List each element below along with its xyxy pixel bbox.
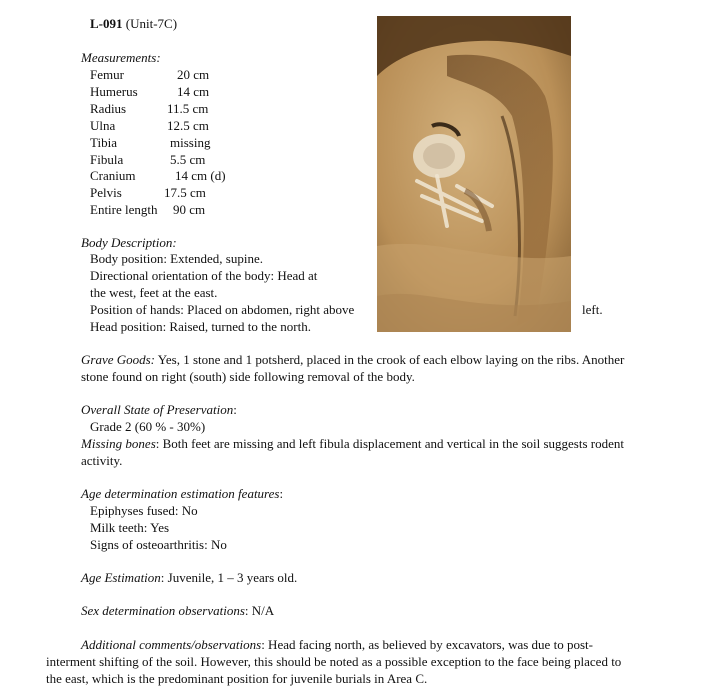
sex-label: Sex determination observations (81, 603, 245, 618)
measurement-label: Pelvis (90, 185, 122, 201)
measurement-value: 14 cm (177, 83, 210, 99)
head-position: Head position: Raised, turned to the north. (90, 319, 311, 334)
age-estimation (81, 570, 297, 587)
preservation-colon: : (233, 402, 237, 417)
hands-position: Position of hands: Placed on abdomen, right above (90, 302, 355, 317)
body-orientation-line2: the west, feet at the east. (90, 285, 218, 300)
comments-label: Additional comments/observations (81, 637, 262, 652)
measurement-value: missing (170, 134, 211, 150)
grave-goods-label: Grave Goods: (81, 352, 156, 367)
measurement-value: 12.5 cm (167, 117, 209, 133)
measurement-value: 20 cm (177, 67, 210, 82)
grave-goods-text: Yes, 1 stone and 1 potsherd, placed in the crook of each elbow laying on the ribs. Another stone found on right (south) side following removal of the body. (81, 352, 625, 384)
preservation-title: Overall State of Preservation (81, 402, 234, 417)
measurement-value: 14 cm (d) (175, 168, 226, 184)
body-description-heading: Body Description: (81, 235, 177, 250)
body-orientation-line1: Directional orientation of the body: Head at (90, 268, 318, 283)
hands-position-continuation: left. (582, 302, 603, 317)
age-features-title: Age determination estimation features (81, 486, 280, 501)
burial-id: L-091 (90, 16, 123, 31)
measurement-label: Radius (90, 100, 127, 116)
age-features-heading (81, 486, 283, 503)
missing-bones-text: : Both feet are missing and left fibula displacement and vertical in the soil suggests rodent activity. (81, 436, 624, 468)
missing-bones-label: Missing bones (81, 436, 156, 451)
preservation-grade: Grade 2 (60 % - 30%) (90, 419, 206, 434)
measurement-value: 11.5 cm (167, 100, 209, 116)
milk-teeth: Milk teeth: Yes (90, 520, 170, 535)
preservation-heading (81, 402, 237, 419)
grave-goods (81, 352, 631, 386)
measurement-label: Humerus (90, 83, 138, 99)
osteoarthritis: Signs of osteoarthritis: No (90, 537, 227, 552)
additional-comments (46, 637, 626, 687)
record-title (90, 16, 177, 33)
age-estimation-label: Age Estimation (81, 570, 161, 585)
measurement-value: 17.5 cm (164, 185, 206, 201)
measurement-label: Entire length (90, 202, 158, 218)
measurement-label: Femur (90, 67, 124, 82)
body-position: Body position: Extended, supine. (90, 251, 263, 266)
sex-determination (81, 603, 274, 620)
measurement-label: Tibia (90, 134, 117, 150)
age-features-colon: : (279, 486, 284, 501)
measurement-value: 90 cm (173, 202, 206, 218)
missing-bones (81, 436, 631, 470)
comments-text: : Head facing north, as believed by excavators, was due to post-interment shifting of the soil. However, this should be noted as a possible exception to the face being placed to the east, which is the predominant position for juvenile burials in Area C. (46, 637, 622, 686)
sex-text: : N/A (244, 603, 275, 618)
unit-label: (Unit-7C) (125, 16, 178, 31)
measurement-label: Ulna (90, 117, 116, 133)
measurements-heading: Measurements: (81, 50, 161, 65)
measurement-label: Cranium (90, 168, 136, 184)
epiphyses-fused: Epiphyses fused: No (90, 503, 198, 518)
measurement-value: 5.5 cm (170, 151, 206, 167)
burial-photo (377, 16, 571, 332)
measurement-label: Fibula (90, 151, 124, 167)
age-estimation-text: : Juvenile, 1 – 3 years old. (160, 570, 298, 585)
